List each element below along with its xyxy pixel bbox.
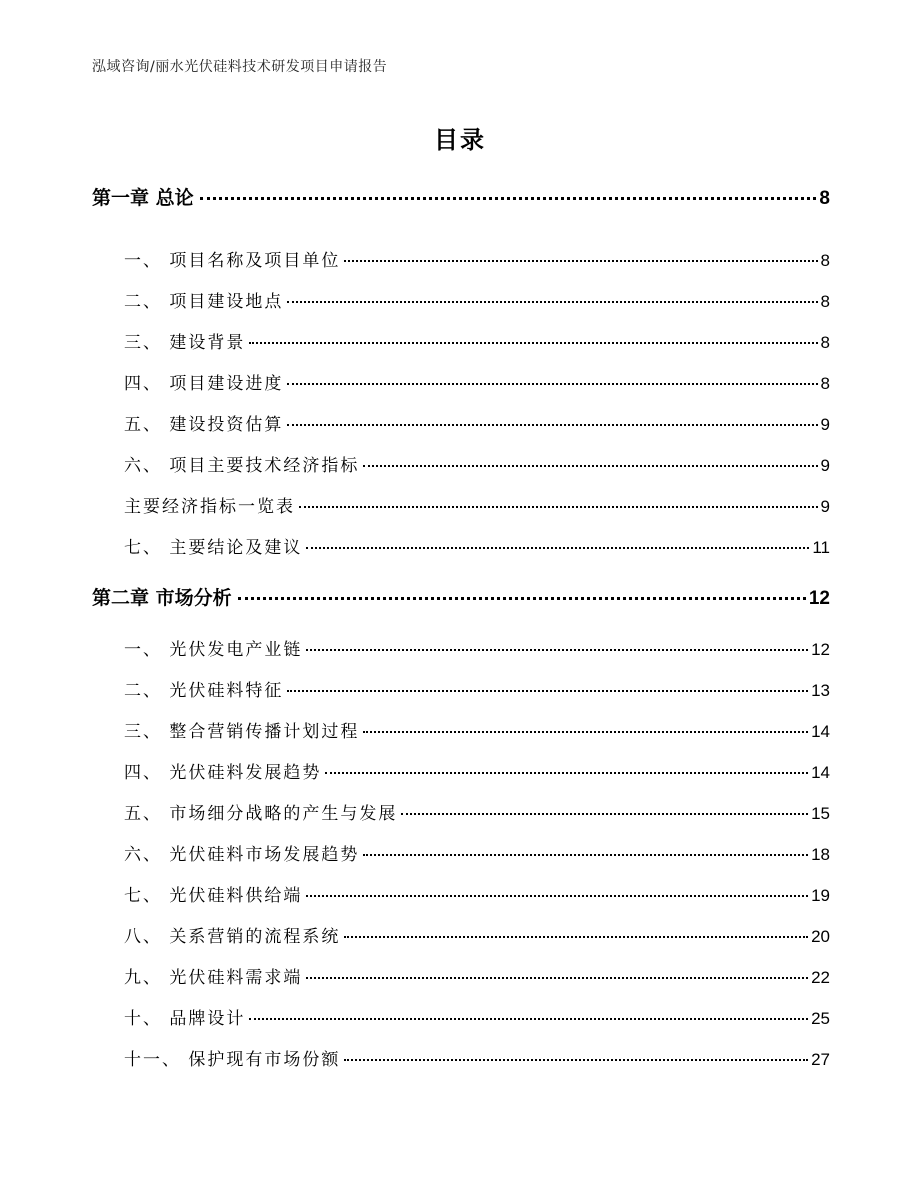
toc-entry-label: 七、 主要结论及建议 [124,538,303,558]
toc-entry-page: 25 [811,1009,830,1028]
toc-entry-page: 9 [820,456,830,475]
toc-entry[interactable] [124,328,830,353]
toc-entry[interactable] [124,1004,830,1029]
dot-leader [299,506,818,508]
dot-leader [200,197,817,200]
toc-chapter-1[interactable] [92,183,830,210]
toc-entry-label: 一、 项目名称及项目单位 [124,251,341,271]
running-header: 泓域咨询/丽水光伏硅料技术研发项目申请报告 [92,59,388,75]
toc-entry-label: 第二章 市场分析 [92,587,232,609]
dot-leader [238,597,806,600]
dot-leader [363,854,808,856]
toc-entry-label: 一、 光伏发电产业链 [124,640,303,660]
toc-entry[interactable] [124,717,830,742]
dot-leader [287,301,817,303]
toc-entry-page: 27 [811,1050,830,1069]
dot-leader [363,731,808,733]
toc-entry-page: 12 [811,640,830,659]
toc-entry-label: 主要经济指标一览表 [124,497,295,517]
dot-leader [306,547,809,549]
toc-entry-page: 9 [820,497,830,516]
toc-entry-page: 15 [811,804,830,823]
toc-entry-label: 三、 建设背景 [124,333,246,353]
toc-entry[interactable] [124,635,830,660]
toc-entry-page: 8 [820,292,830,311]
toc-entry[interactable] [124,758,830,783]
toc-entry[interactable] [124,369,830,394]
toc-entry-page: 8 [820,333,830,352]
toc-entry-page: 22 [811,968,830,987]
dot-leader [325,772,808,774]
toc-entry-label: 五、 市场细分战略的产生与发展 [124,804,398,824]
toc-entry-page: 13 [811,681,830,700]
toc-entry[interactable] [124,492,830,517]
toc-entry-label: 第一章 总论 [92,187,194,209]
toc-entry[interactable] [124,246,830,271]
toc-entry[interactable] [124,1045,830,1070]
toc-entry-label: 二、 光伏硅料特征 [124,681,284,701]
toc-entry[interactable] [124,963,830,988]
toc-entry[interactable] [124,410,830,435]
toc-entry-page: 9 [820,415,830,434]
toc-entry-label: 十一、 保护现有市场份额 [124,1050,341,1070]
toc-entry[interactable] [124,881,830,906]
page-title: 目录 [434,126,486,154]
toc-entry[interactable] [124,799,830,824]
toc-entry-page: 14 [811,763,830,782]
toc-entry[interactable] [124,287,830,312]
toc-entry-label: 五、 建设投资估算 [124,415,284,435]
dot-leader [363,465,817,467]
dot-leader [306,977,808,979]
toc-entry-label: 十、 品牌设计 [124,1009,246,1029]
toc-chapter-2[interactable] [92,583,830,610]
toc-entry[interactable] [124,840,830,865]
dot-leader [306,649,808,651]
toc-entry[interactable] [124,533,830,558]
toc-entry-page: 8 [820,251,830,270]
dot-leader [401,813,808,815]
toc-entry-page: 11 [812,538,830,557]
toc-entry[interactable] [124,922,830,947]
toc-entry-page: 20 [811,927,830,946]
toc-entry-page: 12 [808,588,830,609]
dot-leader [344,260,817,262]
toc-entry-page: 18 [811,845,830,864]
toc-entry-label: 三、 整合营销传播计划过程 [124,722,360,742]
toc-entry-label: 四、 光伏硅料发展趋势 [124,763,322,783]
dot-leader [287,424,817,426]
dot-leader [344,1059,808,1061]
toc-entry-label: 六、 项目主要技术经济指标 [124,456,360,476]
toc-entry-label: 六、 光伏硅料市场发展趋势 [124,845,360,865]
toc-entry[interactable] [124,451,830,476]
toc-entry-label: 七、 光伏硅料供给端 [124,886,303,906]
dot-leader [344,936,808,938]
toc-entry-label: 九、 光伏硅料需求端 [124,968,303,988]
toc-entry[interactable] [124,676,830,701]
dot-leader [287,690,808,692]
dot-leader [287,383,817,385]
toc-entry-page: 8 [820,374,830,393]
toc-entry-label: 八、 关系营销的流程系统 [124,927,341,947]
dot-leader [249,342,817,344]
toc-entry-page: 19 [811,886,830,905]
toc-entry-label: 二、 项目建设地点 [124,292,284,312]
toc-entry-page: 8 [819,188,830,209]
dot-leader [306,895,808,897]
toc-entry-label: 四、 项目建设进度 [124,374,284,394]
dot-leader [249,1018,808,1020]
toc-entry-page: 14 [811,722,830,741]
